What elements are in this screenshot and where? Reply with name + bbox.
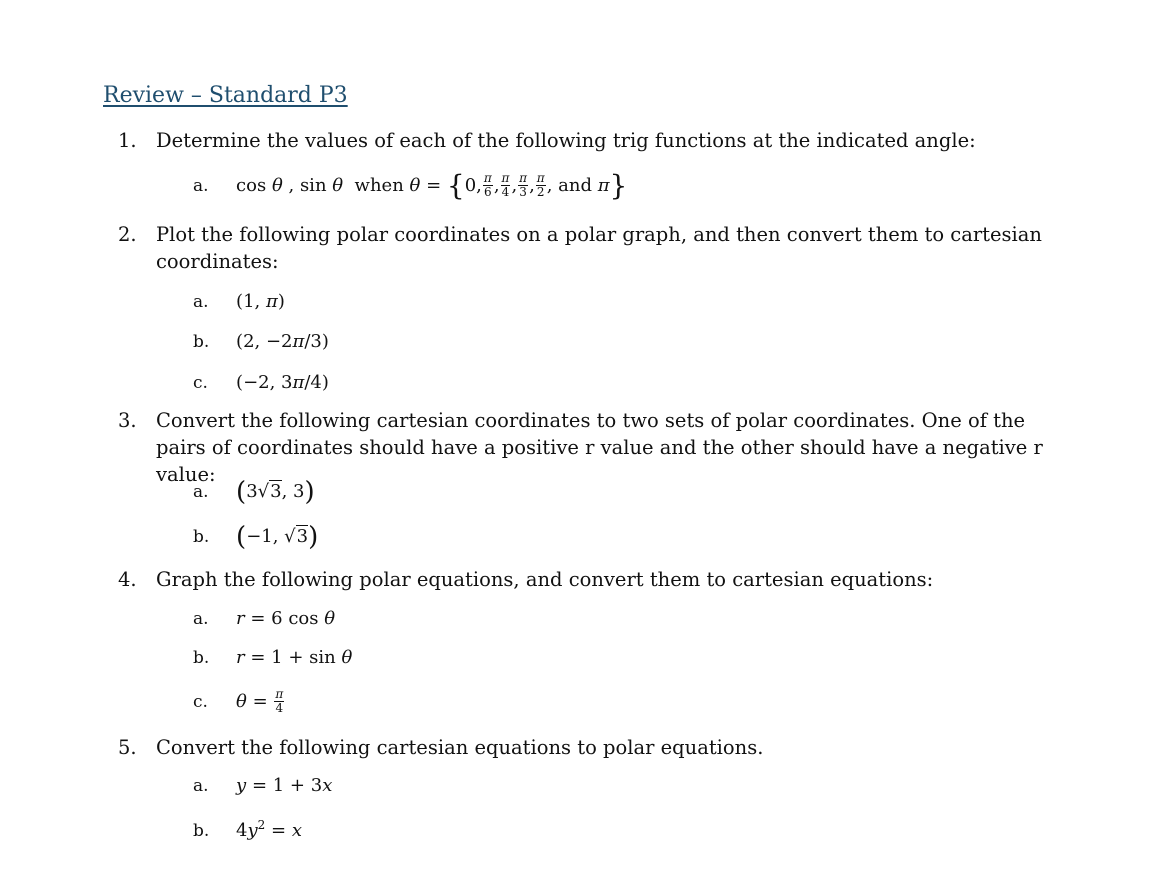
question-number: 1.	[118, 129, 137, 152]
q3-item-a	[193, 477, 315, 507]
item-expression: (−1, √3)	[236, 522, 319, 552]
q4-item-a	[193, 606, 335, 631]
item-label: a.	[193, 292, 209, 312]
item-expression: $4y^2 = x$	[236, 818, 302, 841]
item-label: a.	[193, 776, 209, 796]
question-text: Convert the following cartesian coordinates to two sets of polar coordinates. One of the pairs of coordinates should have a positive r value and the other should have a negative r value:	[156, 409, 1043, 486]
item-expression: r = 1 + sin θ	[236, 647, 353, 668]
q5-item-a	[193, 773, 332, 798]
question-number: 2.	[118, 223, 137, 246]
page-title: Review – Standard P3	[103, 83, 348, 108]
item-expression: (1, π)	[236, 291, 285, 312]
item-label: b.	[193, 821, 210, 841]
item-label: b.	[193, 527, 210, 547]
item-label: c.	[193, 373, 208, 393]
q4-item-c	[193, 688, 285, 715]
question-number: 4.	[118, 568, 137, 591]
item-label: b.	[193, 648, 210, 668]
question-text: Convert the following cartesian equations to polar equations.	[156, 736, 764, 759]
q1-item-a	[193, 168, 628, 202]
item-label: a.	[193, 609, 209, 629]
question-text: Graph the following polar equations, and convert them to cartesian equations:	[156, 568, 934, 591]
item-label: a.	[193, 175, 209, 196]
q2-item-b	[193, 329, 329, 354]
question-number: 3.	[118, 409, 137, 432]
item-expression: y = 1 + 3x	[236, 775, 333, 796]
q2-item-a	[193, 289, 285, 314]
item-label: b.	[193, 332, 210, 352]
q4-item-b	[193, 645, 352, 670]
item-expression: θ = $\frac{\pi}{4}$	[236, 687, 284, 715]
question-text: Plot the following polar coordinates on a polar graph, and then convert them to cartesian coordinates:	[156, 223, 1042, 273]
item-label: a.	[193, 482, 209, 502]
q2-item-c	[193, 370, 329, 395]
item-expression: cos θ , sin θ when θ = {0, $\frac{\pi}{6}$ , $\frac{\pi}{4}$ , $\frac{\pi}{3}$ , $\frac{\pi}{2}$ , and π}	[236, 168, 628, 202]
item-label: c.	[193, 691, 208, 712]
item-expression: r = 6 cos θ	[236, 608, 336, 629]
item-expression: (−2, 3π/4)	[236, 372, 329, 393]
question-number: 5.	[118, 736, 137, 759]
item-expression: (2, −2π/3)	[236, 331, 329, 352]
item-expression: (3√3, 3)	[236, 477, 315, 507]
question-text: Determine the values of each of the following trig functions at the indicated angle:	[156, 129, 976, 152]
q5-item-b	[193, 813, 302, 843]
q3-item-b	[193, 522, 319, 552]
